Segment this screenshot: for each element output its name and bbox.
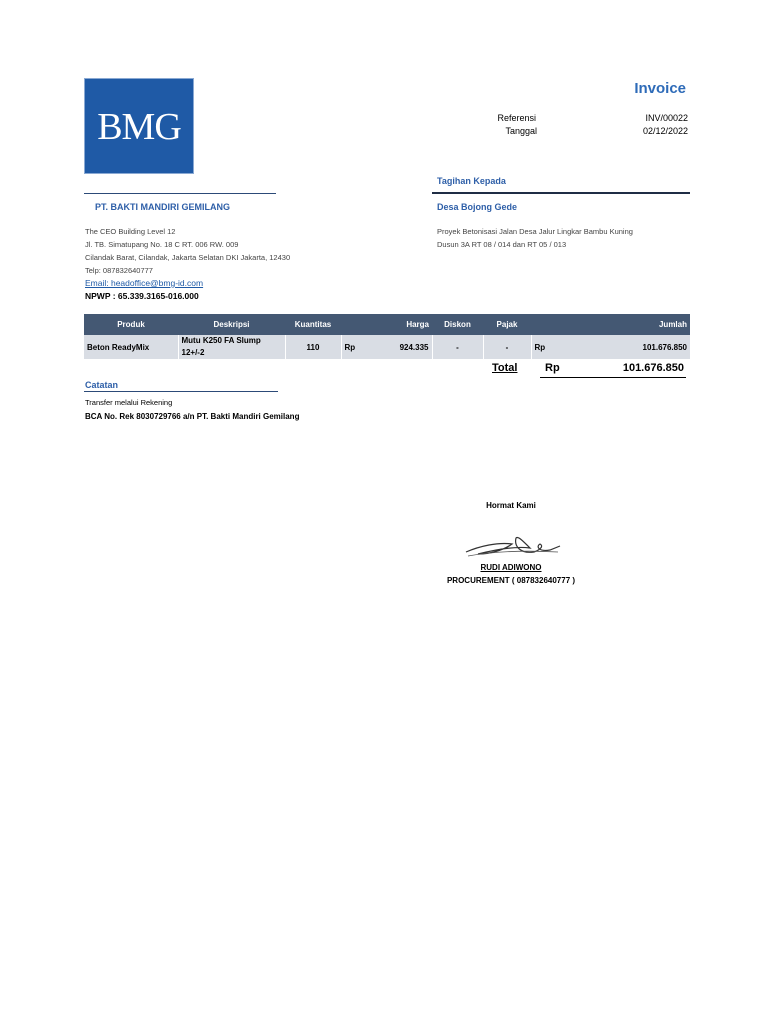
notes-divider: [84, 391, 278, 392]
deskripsi-line: 12+/-2: [181, 348, 205, 357]
company-logo: [84, 78, 194, 174]
notes-line-2: BCA No. Rek 8030729766 a/n PT. Bakti Mandiri Gemilang: [85, 412, 300, 421]
sender-npwp: NPWP : 65.339.3165-016.000: [85, 291, 199, 301]
notes-line-1: Transfer melalui Rekening: [85, 398, 173, 407]
sender-address: [85, 225, 290, 277]
cell-kuantitas: 110: [285, 335, 341, 359]
cell-produk: Beton ReadyMix: [84, 335, 178, 359]
items-table: [84, 314, 690, 359]
col-pajak: Pajak: [483, 314, 531, 335]
table-header-row: [84, 314, 690, 335]
signature-name: RUDI ADIWONO: [480, 563, 542, 572]
cell-jumlah: 101.676.850: [553, 335, 690, 359]
sender-divider: [84, 193, 276, 194]
col-kuantitas: Kuantitas: [285, 314, 341, 335]
total-underline: [540, 377, 686, 378]
cell-diskon: -: [432, 335, 483, 359]
total-label: Total: [492, 362, 518, 374]
referensi-label: Referensi: [497, 113, 536, 123]
cell-harga: 924.335: [363, 335, 432, 359]
address-line: The CEO Building Level 12: [85, 227, 176, 236]
total-value: 101.676.850: [622, 362, 684, 374]
billto-name: Desa Bojong Gede: [437, 202, 518, 212]
table-row: [84, 335, 690, 359]
signature-title: PROCUREMENT ( 087832640777 ): [446, 576, 576, 585]
total-currency: Rp: [545, 362, 560, 374]
tanggal-label: Tanggal: [505, 126, 537, 136]
notes-heading: Catatan: [85, 380, 119, 390]
billto-heading: Tagihan Kepada: [437, 176, 506, 186]
billto-address: [437, 225, 633, 251]
billto-divider: [432, 192, 690, 194]
invoice-title: Invoice: [634, 80, 686, 97]
col-diskon: Diskon: [432, 314, 483, 335]
col-harga: Harga: [341, 314, 432, 335]
address-line: Cilandak Barat, Cilandak, Jakarta Selatan DKI Jakarta, 12430: [85, 253, 291, 262]
col-produk: Produk: [84, 314, 178, 335]
tanggal-value: 02/12/2022: [642, 126, 688, 136]
sender-email-link[interactable]: Email: headoffice@bmg-id.com: [85, 278, 204, 288]
sender-company: PT. BAKTI MANDIRI GEMILANG: [95, 202, 230, 212]
deskripsi-line: Mutu K250 FA Slump: [181, 336, 261, 345]
signature-greeting: Hormat Kami: [486, 501, 536, 510]
cell-jumlah-currency: Rp: [531, 335, 553, 359]
col-jumlah: Jumlah: [531, 314, 690, 335]
address-line: Jl. TB. Simatupang No. 18 C RT. 006 RW. 009: [85, 240, 239, 249]
cell-deskripsi: [178, 335, 285, 359]
logo-text: BMG: [97, 106, 181, 148]
referensi-value: INV/00022: [645, 113, 688, 123]
address-line: Telp: 087832640777: [85, 266, 153, 275]
cell-pajak: -: [483, 335, 531, 359]
col-deskripsi: Deskripsi: [178, 314, 285, 335]
billto-line: Proyek Betonisasi Jalan Desa Jalur Lingkar Bambu Kuning: [437, 227, 633, 236]
billto-line: Dusun 3A RT 08 / 014 dan RT 05 / 013: [437, 240, 567, 249]
handwritten-signature: [460, 532, 566, 562]
cell-harga-currency: Rp: [341, 335, 363, 359]
